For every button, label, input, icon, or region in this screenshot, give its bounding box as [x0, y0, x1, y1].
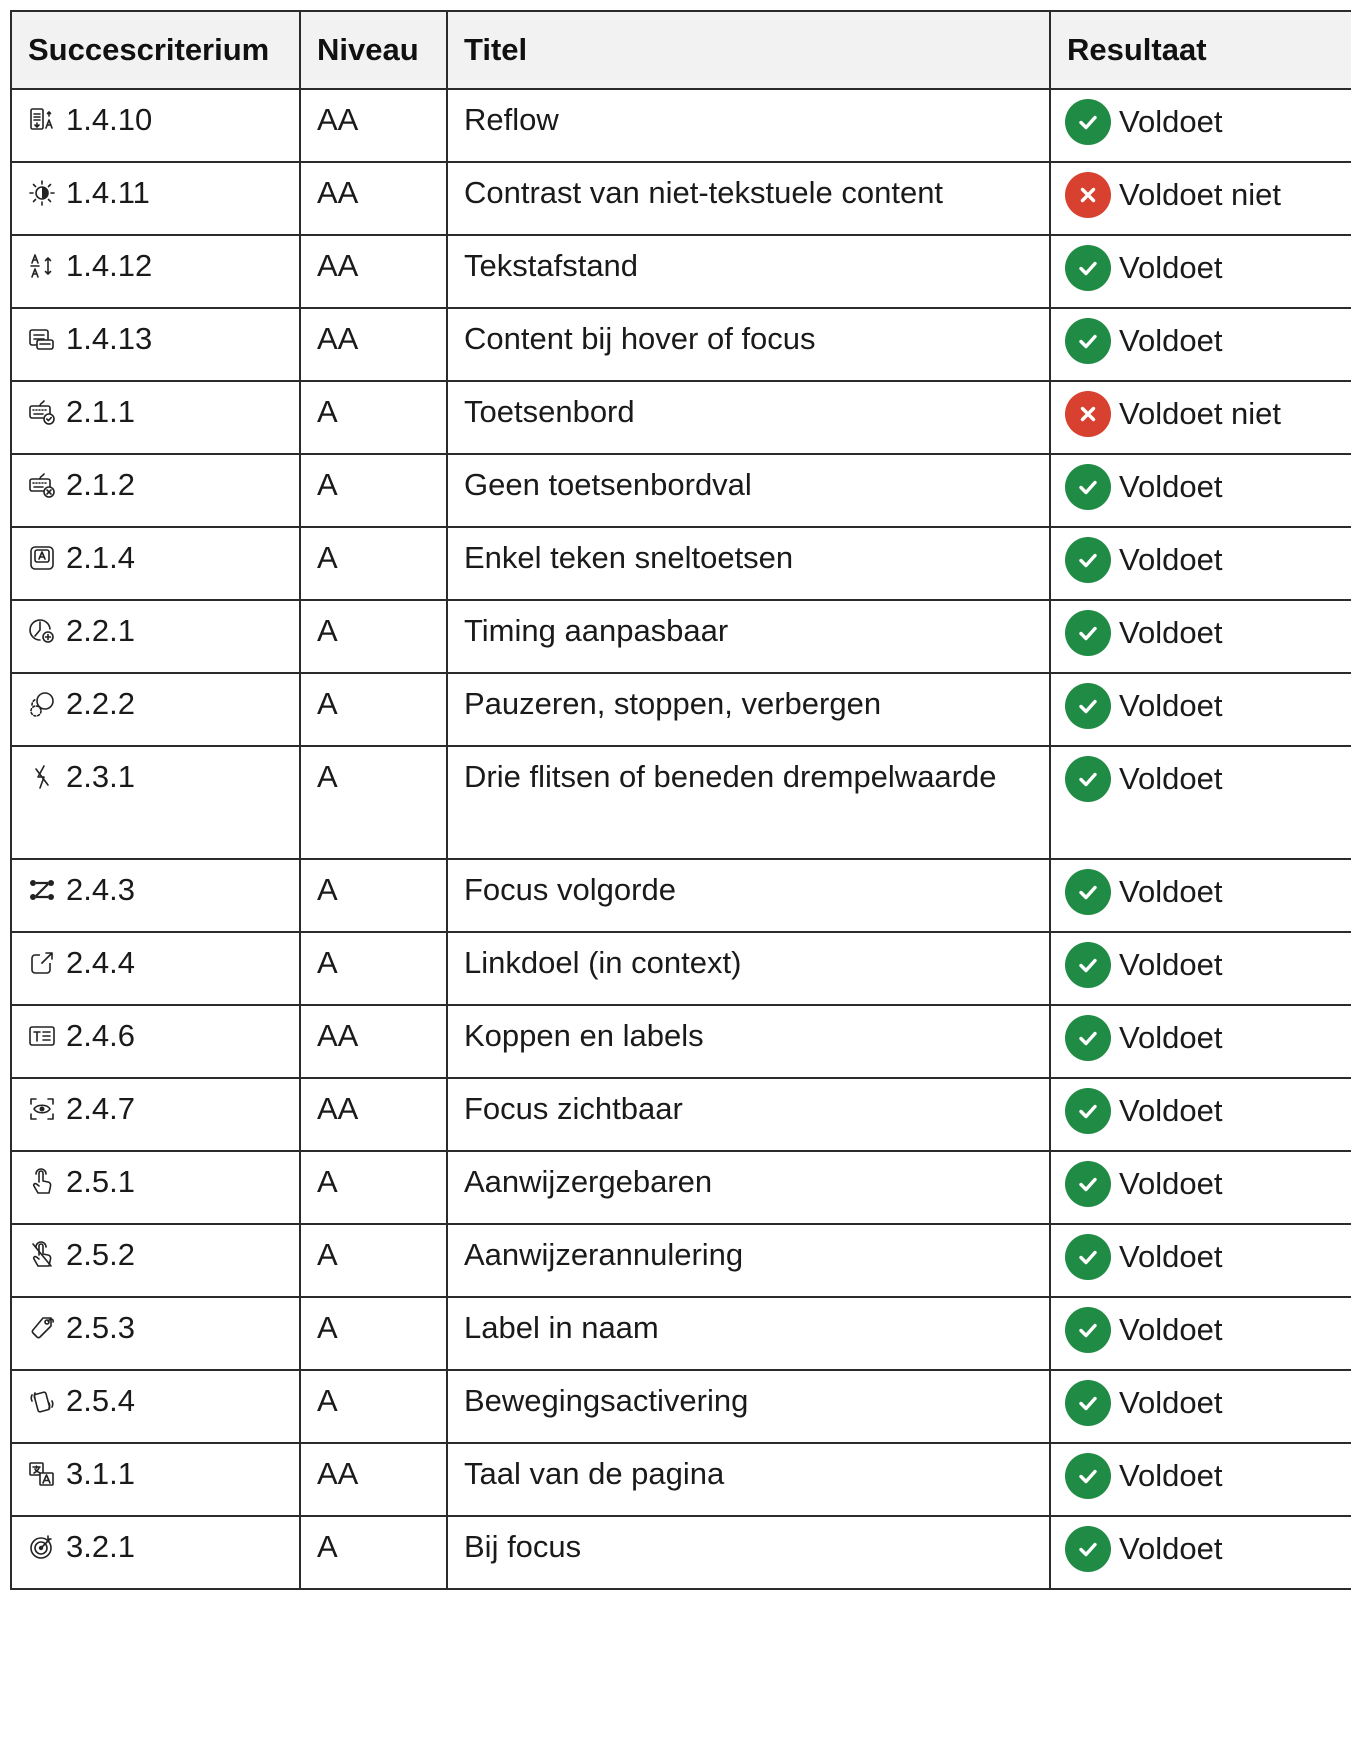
result-cell [1050, 308, 1351, 381]
title-cell: Reflow [447, 89, 1050, 162]
criterion-number: 1.4.12 [66, 248, 153, 283]
level-cell: A [300, 454, 447, 527]
result-cell [1050, 859, 1351, 932]
table-row [11, 1005, 1351, 1078]
table-row [11, 673, 1351, 746]
reflow-icon [28, 106, 56, 134]
result-label: Voldoet [1119, 615, 1223, 650]
table-row [11, 308, 1351, 381]
title-cell: Label in naam [447, 1297, 1050, 1370]
result-cell [1050, 1005, 1351, 1078]
result-label: Voldoet [1119, 1239, 1223, 1274]
heading-label-icon [28, 1022, 56, 1050]
level-cell: A [300, 859, 447, 932]
header-row [11, 11, 1351, 89]
criterion-cell [11, 381, 300, 454]
title-cell: Contrast van niet-tekstuele content [447, 162, 1050, 235]
text-spacing-icon [28, 252, 56, 280]
result-cell [1050, 1224, 1351, 1297]
criterion-number: 2.5.2 [66, 1237, 135, 1272]
check-circle-icon [1065, 869, 1111, 915]
focus-visible-icon [28, 1095, 56, 1123]
table-row [11, 1297, 1351, 1370]
header-title: Titel [447, 11, 1050, 89]
criterion-cell [11, 454, 300, 527]
keyboard-trap-icon [28, 471, 56, 499]
result-label: Voldoet [1119, 1312, 1223, 1347]
key-shortcut-icon [28, 544, 56, 572]
check-circle-icon [1065, 537, 1111, 583]
title-cell: Drie flitsen of beneden drempelwaarde [447, 746, 1050, 859]
level-cell: A [300, 932, 447, 1005]
header-result: Resultaat [1050, 11, 1351, 89]
title-cell: Bewegingsactivering [447, 1370, 1050, 1443]
table-row [11, 89, 1351, 162]
table-row [11, 454, 1351, 527]
criterion-number: 1.4.10 [66, 102, 153, 137]
check-circle-icon [1065, 1088, 1111, 1134]
criterion-number: 2.5.4 [66, 1383, 135, 1418]
criterion-number: 2.5.3 [66, 1310, 135, 1345]
result-cell [1050, 746, 1351, 859]
results-table [10, 10, 1351, 1590]
criterion-cell [11, 1370, 300, 1443]
criterion-cell [11, 89, 300, 162]
check-circle-icon [1065, 1380, 1111, 1426]
criterion-number: 2.3.1 [66, 759, 135, 794]
result-label: Voldoet [1119, 761, 1223, 796]
result-label: Voldoet niet [1119, 177, 1282, 212]
criterion-cell [11, 527, 300, 600]
table-row [11, 1370, 1351, 1443]
criterion-number: 2.4.7 [66, 1091, 135, 1126]
criterion-number: 2.2.2 [66, 686, 135, 721]
table-row [11, 932, 1351, 1005]
criterion-number: 2.2.1 [66, 613, 135, 648]
title-cell: Aanwijzerannulering [447, 1224, 1050, 1297]
criterion-cell [11, 1516, 300, 1589]
criterion-number: 2.1.4 [66, 540, 135, 575]
criterion-cell [11, 932, 300, 1005]
title-cell: Focus zichtbaar [447, 1078, 1050, 1151]
external-link-icon [28, 949, 56, 977]
label-tag-icon [28, 1314, 56, 1342]
criterion-number: 1.4.11 [66, 175, 150, 210]
criterion-cell [11, 1151, 300, 1224]
result-cell [1050, 162, 1351, 235]
criterion-cell [11, 746, 300, 859]
result-cell [1050, 1443, 1351, 1516]
hover-content-icon [28, 325, 56, 353]
check-circle-icon [1065, 1161, 1111, 1207]
criterion-number: 2.1.2 [66, 467, 135, 502]
table-row [11, 1516, 1351, 1589]
table-row [11, 1443, 1351, 1516]
result-cell [1050, 673, 1351, 746]
table-row [11, 859, 1351, 932]
table-row [11, 527, 1351, 600]
result-cell [1050, 381, 1351, 454]
result-cell [1050, 89, 1351, 162]
flash-off-icon [28, 763, 56, 791]
result-cell [1050, 600, 1351, 673]
check-circle-icon [1065, 245, 1111, 291]
level-cell: A [300, 1151, 447, 1224]
level-cell: AA [300, 235, 447, 308]
contrast-icon [28, 179, 56, 207]
criterion-cell [11, 1443, 300, 1516]
title-cell: Koppen en labels [447, 1005, 1050, 1078]
result-label: Voldoet [1119, 1020, 1223, 1055]
table-row [11, 381, 1351, 454]
check-circle-icon [1065, 942, 1111, 988]
table-row [11, 746, 1351, 859]
result-cell [1050, 1370, 1351, 1443]
criterion-cell [11, 859, 300, 932]
table-header [11, 11, 1351, 89]
title-cell: Tekstafstand [447, 235, 1050, 308]
result-label: Voldoet [1119, 250, 1223, 285]
check-circle-icon [1065, 1526, 1111, 1572]
result-label: Voldoet [1119, 542, 1223, 577]
result-label: Voldoet [1119, 104, 1223, 139]
level-cell: A [300, 381, 447, 454]
result-cell [1050, 1516, 1351, 1589]
table-row [11, 600, 1351, 673]
criterion-number: 2.1.1 [66, 394, 135, 429]
result-label: Voldoet [1119, 1385, 1223, 1420]
cross-circle-icon [1065, 172, 1111, 218]
level-cell: AA [300, 1443, 447, 1516]
criterion-number: 3.1.1 [66, 1456, 135, 1491]
check-circle-icon [1065, 1234, 1111, 1280]
result-cell [1050, 1078, 1351, 1151]
check-circle-icon [1065, 610, 1111, 656]
result-label: Voldoet [1119, 323, 1223, 358]
title-cell: Aanwijzergebaren [447, 1151, 1050, 1224]
title-cell: Bij focus [447, 1516, 1050, 1589]
result-label: Voldoet [1119, 1166, 1223, 1201]
check-circle-icon [1065, 464, 1111, 510]
table-row [11, 235, 1351, 308]
criterion-cell [11, 308, 300, 381]
result-cell [1050, 1297, 1351, 1370]
criterion-number: 2.4.3 [66, 872, 135, 907]
level-cell: A [300, 673, 447, 746]
criterion-number: 2.4.6 [66, 1018, 135, 1053]
criterion-cell [11, 673, 300, 746]
language-icon [28, 1460, 56, 1488]
level-cell: A [300, 1370, 447, 1443]
level-cell: A [300, 600, 447, 673]
result-label: Voldoet [1119, 874, 1223, 909]
criterion-cell [11, 1297, 300, 1370]
table-row [11, 1078, 1351, 1151]
level-cell: A [300, 527, 447, 600]
check-circle-icon [1065, 1453, 1111, 1499]
result-label: Voldoet niet [1119, 396, 1282, 431]
pause-icon [28, 690, 56, 718]
header-level: Niveau [300, 11, 447, 89]
check-circle-icon [1065, 318, 1111, 364]
criterion-number: 1.4.13 [66, 321, 153, 356]
check-circle-icon [1065, 1307, 1111, 1353]
table-row [11, 1224, 1351, 1297]
title-cell: Toetsenbord [447, 381, 1050, 454]
criterion-cell [11, 600, 300, 673]
result-label: Voldoet [1119, 1093, 1223, 1128]
table-row [11, 162, 1351, 235]
pointer-gesture-icon [28, 1168, 56, 1196]
focus-order-icon [28, 876, 56, 904]
level-cell: AA [300, 162, 447, 235]
level-cell: AA [300, 1005, 447, 1078]
title-cell: Pauzeren, stoppen, verbergen [447, 673, 1050, 746]
level-cell: AA [300, 308, 447, 381]
result-cell [1050, 527, 1351, 600]
criterion-number: 2.4.4 [66, 945, 135, 980]
check-circle-icon [1065, 1015, 1111, 1061]
criterion-cell [11, 235, 300, 308]
target-focus-icon [28, 1533, 56, 1561]
result-label: Voldoet [1119, 947, 1223, 982]
check-circle-icon [1065, 683, 1111, 729]
title-cell: Enkel teken sneltoetsen [447, 527, 1050, 600]
result-cell [1050, 932, 1351, 1005]
level-cell: A [300, 746, 447, 859]
level-cell: A [300, 1297, 447, 1370]
table-row [11, 1151, 1351, 1224]
criterion-cell [11, 1005, 300, 1078]
timer-icon [28, 617, 56, 645]
result-label: Voldoet [1119, 1458, 1223, 1493]
level-cell: A [300, 1224, 447, 1297]
level-cell: AA [300, 89, 447, 162]
cross-circle-icon [1065, 391, 1111, 437]
criterion-number: 2.5.1 [66, 1164, 135, 1199]
keyboard-check-icon [28, 398, 56, 426]
title-cell: Geen toetsenbordval [447, 454, 1050, 527]
level-cell: A [300, 1516, 447, 1589]
result-label: Voldoet [1119, 688, 1223, 723]
criterion-cell [11, 1224, 300, 1297]
title-cell: Timing aanpasbaar [447, 600, 1050, 673]
level-cell: AA [300, 1078, 447, 1151]
check-circle-icon [1065, 99, 1111, 145]
table-body [11, 89, 1351, 1589]
motion-icon [28, 1387, 56, 1415]
criterion-number: 3.2.1 [66, 1529, 135, 1564]
header-criterion: Succescriterium [11, 11, 300, 89]
check-circle-icon [1065, 756, 1111, 802]
criterion-cell [11, 1078, 300, 1151]
title-cell: Linkdoel (in context) [447, 932, 1050, 1005]
title-cell: Focus volgorde [447, 859, 1050, 932]
result-label: Voldoet [1119, 469, 1223, 504]
result-cell [1050, 235, 1351, 308]
result-label: Voldoet [1119, 1531, 1223, 1566]
result-cell [1050, 1151, 1351, 1224]
result-cell [1050, 454, 1351, 527]
title-cell: Taal van de pagina [447, 1443, 1050, 1516]
title-cell: Content bij hover of focus [447, 308, 1050, 381]
pointer-cancel-icon [28, 1241, 56, 1269]
criterion-cell [11, 162, 300, 235]
